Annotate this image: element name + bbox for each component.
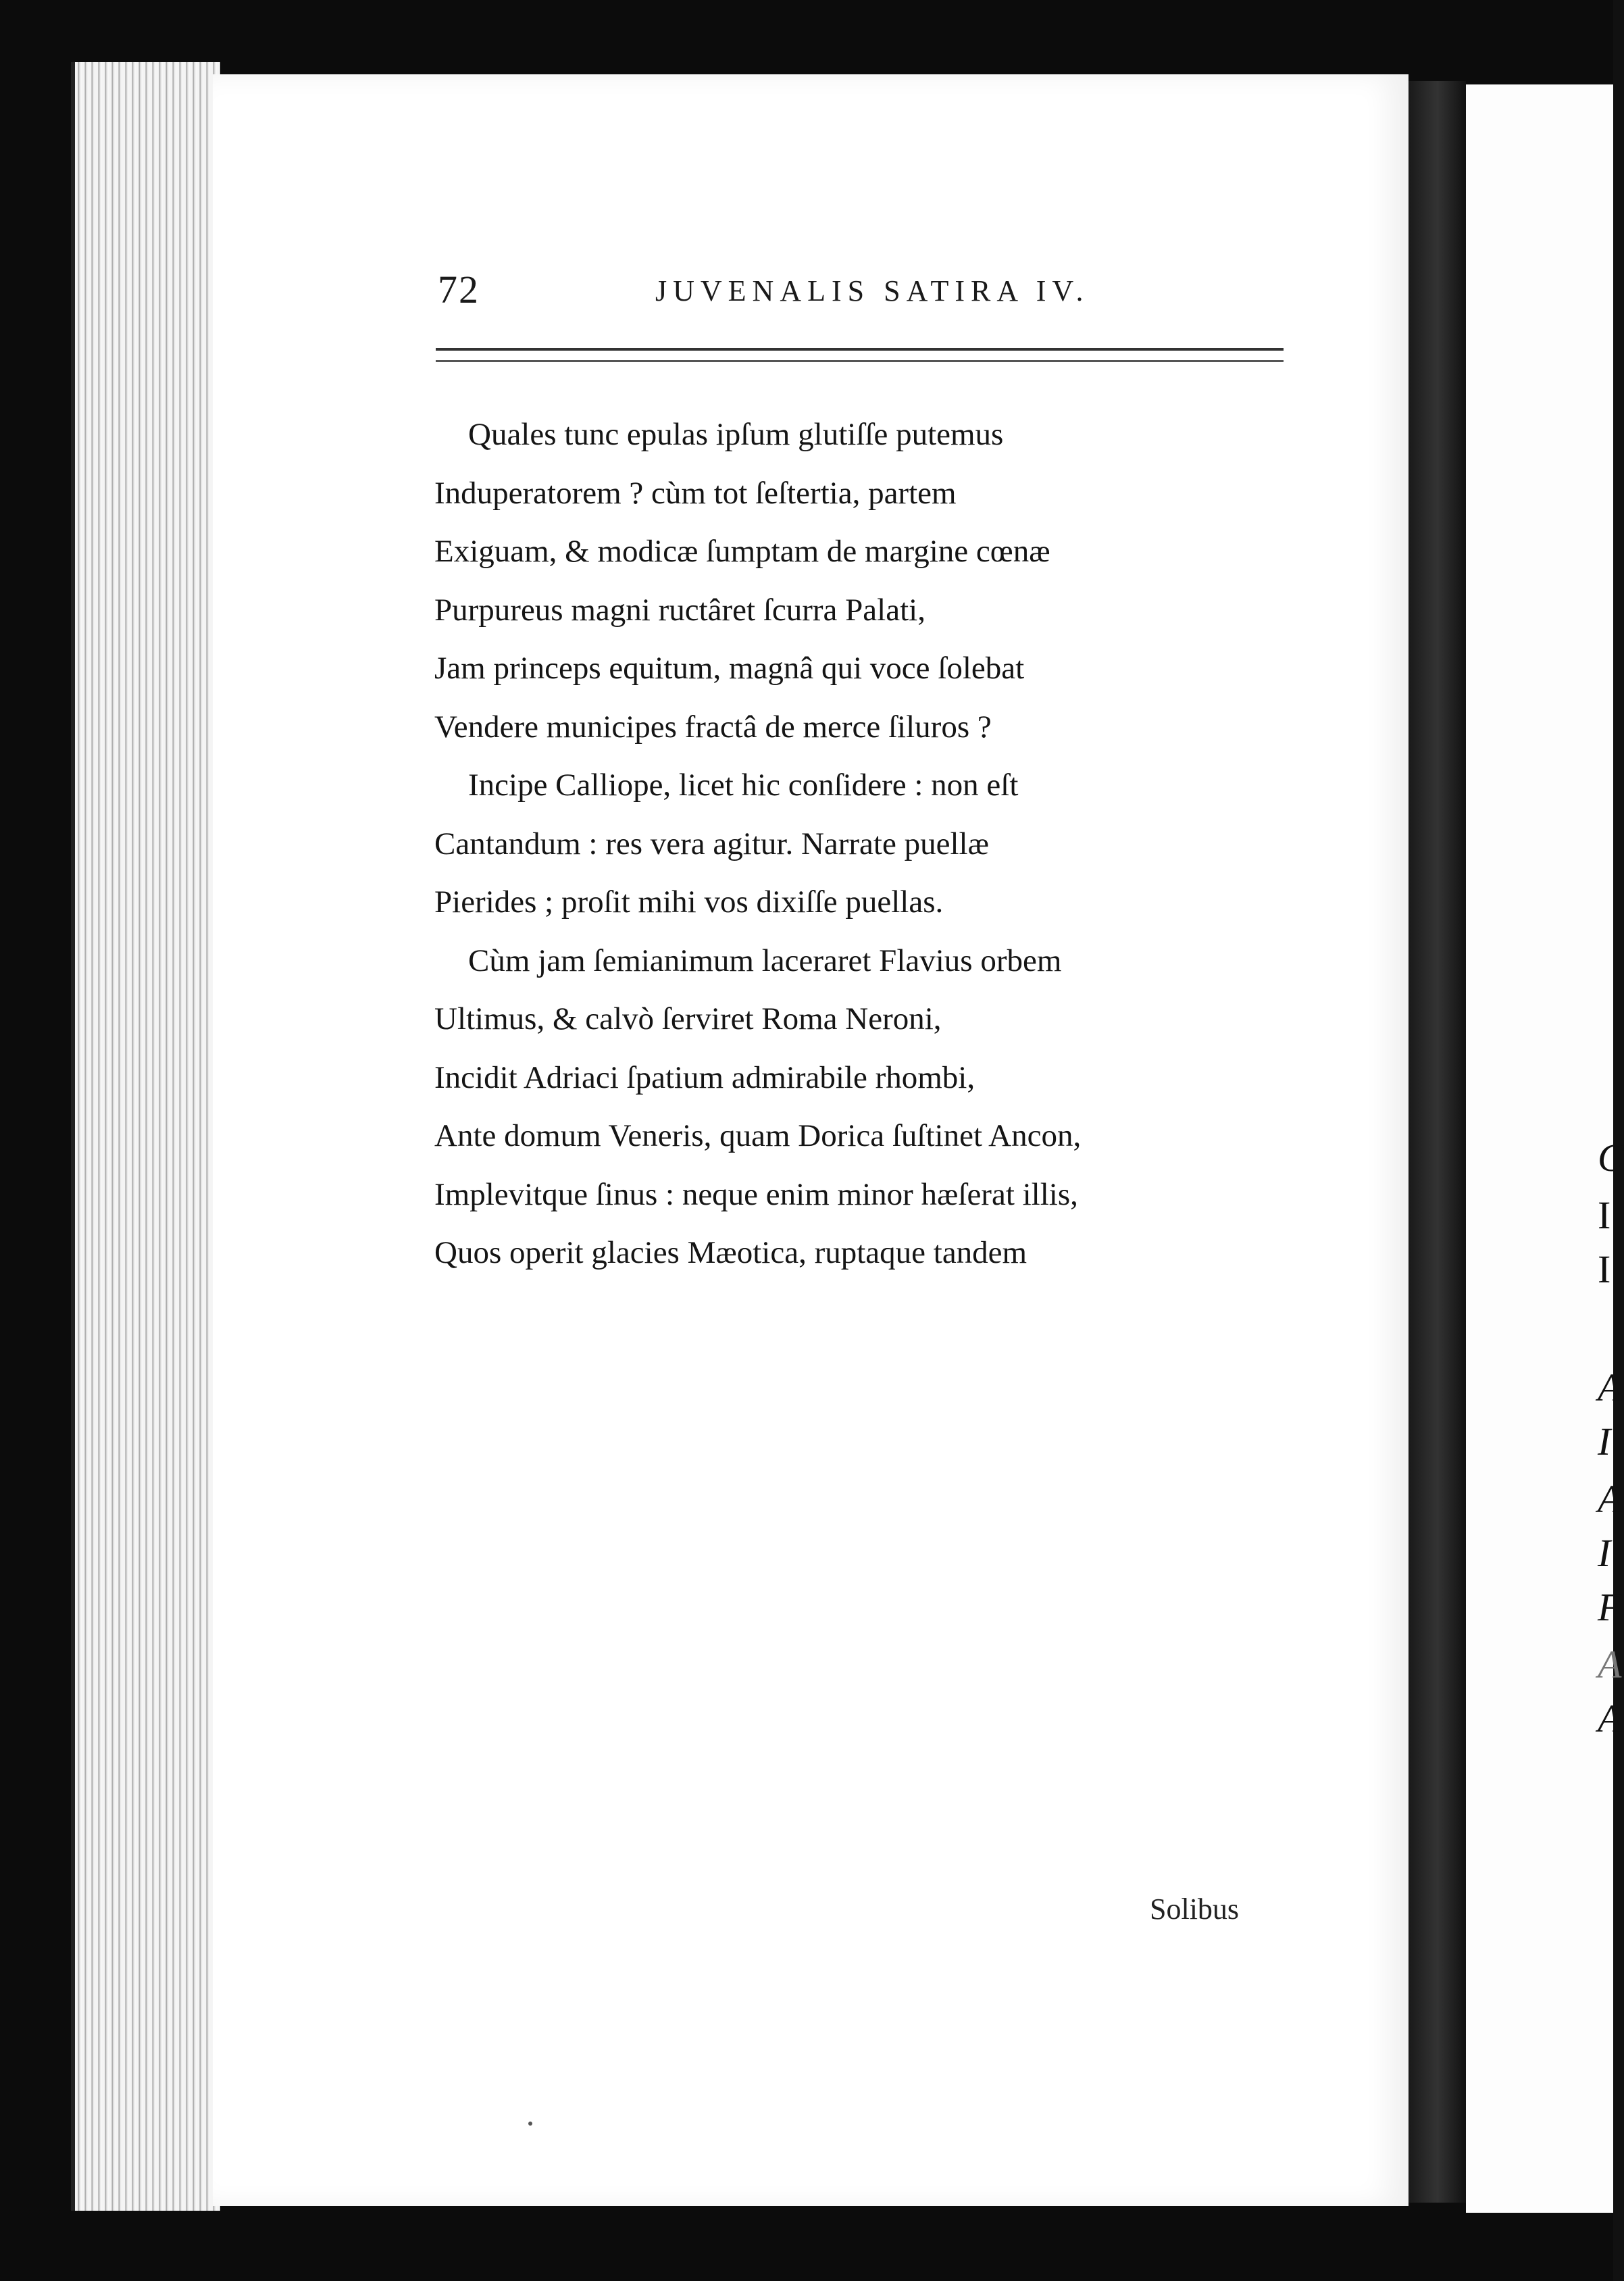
verse-line: Implevitque ſinus : neque enim minor hæſerat illis, xyxy=(434,1176,1078,1212)
speck xyxy=(528,2122,532,2126)
right-glyph: A xyxy=(1598,1365,1622,1409)
catchword: Solibus xyxy=(1150,1893,1240,1926)
verse-line: Purpureus magni ructâret ſcurra Palati, xyxy=(434,592,925,628)
verse-line: Ante domum Veneris, quam Dorica ſuſtinet Ancon, xyxy=(434,1118,1082,1153)
running-head: JUVENALIS SATIRA IV. xyxy=(655,274,1090,307)
right-glyph: I xyxy=(1598,1531,1611,1575)
verse-line: Ultimus, & calvò ſerviret Roma Neroni, xyxy=(434,1001,942,1036)
book-gutter xyxy=(1409,81,1466,2203)
right-glyph: I xyxy=(1598,1420,1611,1463)
right-glyph: C xyxy=(1598,1136,1624,1180)
verse-line: Incipe Calliope, licet hic conſidere : non eſt xyxy=(468,768,1019,803)
right-glyph: A xyxy=(1598,1697,1622,1740)
verse-line: Incidit Adriaci ſpatium admirabile rhombi, xyxy=(434,1059,975,1095)
page-number: 72 xyxy=(438,268,480,311)
right-glyph: A xyxy=(1598,1477,1622,1521)
head-rule xyxy=(436,348,1284,362)
page-edges xyxy=(71,62,220,2211)
verse-line: Quales tunc epulas ipſum glutiſſe putemus xyxy=(468,417,1004,452)
right-glyph: A xyxy=(1598,1643,1622,1686)
right-glyph: I xyxy=(1598,1193,1611,1237)
right-page xyxy=(1466,84,1613,2213)
verse-line: Pierides ; proſit mihi vos dixiſſe puellas. xyxy=(434,884,944,920)
verse-line: Cantandum : res vera agitur. Narrate puellæ xyxy=(434,826,989,861)
verse-line: Jam princeps equitum, magnâ qui voce ſolebat xyxy=(434,651,1025,686)
verse-line: Quos operit glacies Mæotica, ruptaque tandem xyxy=(434,1235,1027,1270)
right-glyph: F xyxy=(1598,1585,1622,1629)
verse-block xyxy=(434,405,1380,1282)
right-glyph: I xyxy=(1598,1247,1611,1291)
verse-line: Exiguam, & modicæ ſumptam de margine cœnæ xyxy=(434,534,1050,569)
verse-line: Vendere municipes fractâ de merce ſiluros ? xyxy=(434,709,992,745)
verse-line: Induperatorem ? cùm tot ſeſtertia, partem xyxy=(434,475,957,511)
verse-line: Cùm jam ſemianimum laceraret Flavius orbem xyxy=(468,943,1062,978)
